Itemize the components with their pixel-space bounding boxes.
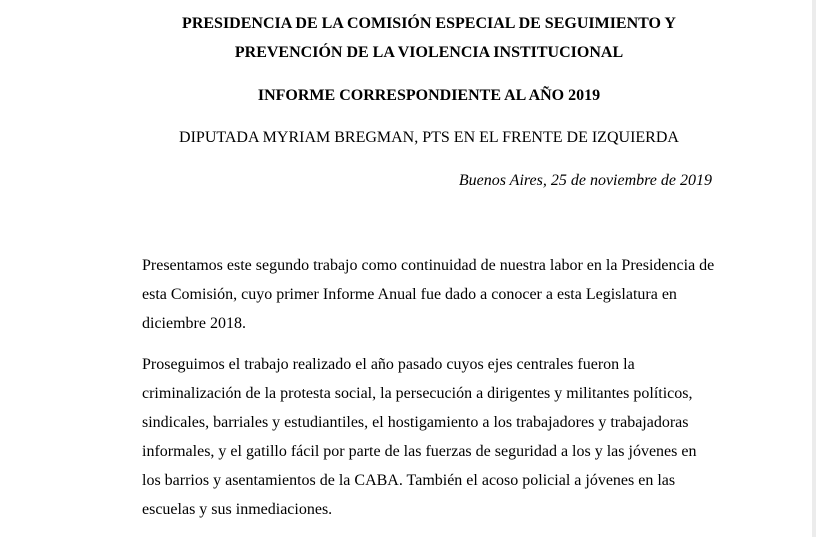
paragraph-2	[142, 350, 722, 524]
paragraph-line: escuelas y sus inmediaciones.	[142, 501, 333, 518]
paragraph-line: los barrios y asentamientos de la CABA. También el acoso policial a jóvenes en las	[142, 472, 676, 489]
title-line-1: PRESIDENCIA DE LA COMISIÓN ESPECIAL DE SEGUIMIENTO Y	[182, 15, 676, 32]
report-subtitle: INFORME CORRESPONDIENTE AL AÑO 2019	[257, 87, 601, 104]
paragraph-line: esta Comisión, cuyo primer Informe Anual fue dado a conocer a esta Legislatura en	[142, 286, 677, 303]
paragraph-line: criminalización de la protesta social, la persecución a dirigentes y militantes políticos,	[142, 385, 693, 402]
author-line: DIPUTADA MYRIAM BREGMAN, PTS EN EL FRENTE DE IZQUIERDA	[179, 129, 679, 146]
paragraph-line: Presentamos este segundo trabajo como continuidad de nuestra labor en la Presidencia de	[142, 257, 715, 274]
paragraph-line: Proseguimos el trabajo realizado el año pasado cuyos ejes centrales fueron la	[142, 356, 635, 373]
paragraph-line: diciembre 2018.	[142, 315, 246, 332]
document-date: Buenos Aires, 25 de noviembre de 2019	[458, 172, 712, 189]
paragraph-line: informales, y el gatillo fácil por parte de las fuerzas de seguridad a los y las jóvenes en	[142, 443, 697, 460]
title-line-2: PREVENCIÓN DE LA VIOLENCIA INSTITUCIONAL	[234, 44, 624, 61]
paragraph-1	[142, 251, 722, 338]
paragraph-line: sindicales, barriales y estudiantiles, el hostigamiento a los trabajadores y trabajadoras	[142, 414, 689, 431]
